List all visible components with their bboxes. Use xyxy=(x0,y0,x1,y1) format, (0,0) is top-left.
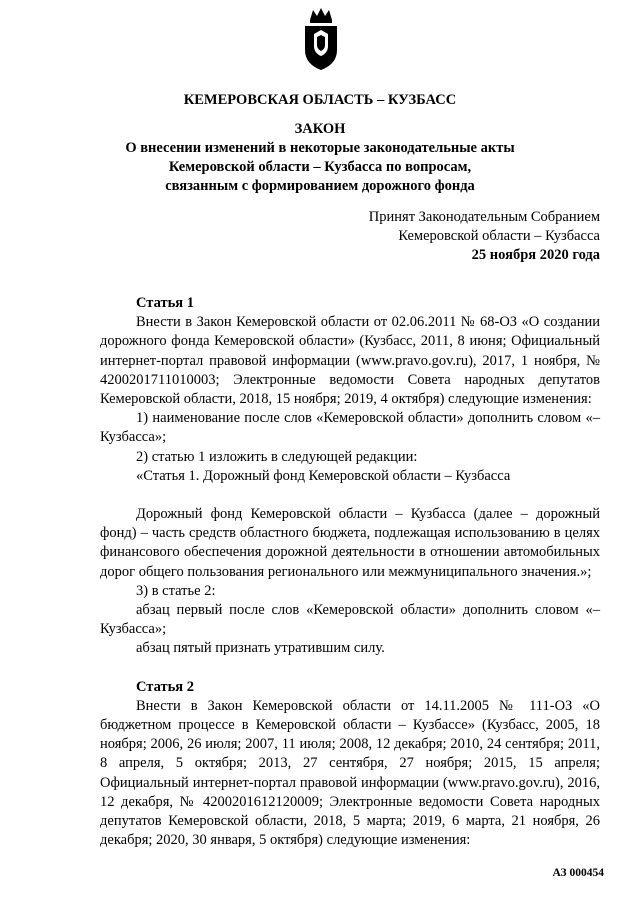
article-2-heading: Статья 2 xyxy=(136,678,194,695)
adoption-line: Принят Законодательным Собранием xyxy=(368,209,600,225)
article-1-paragraph: 2) статью 1 изложить в следующей редакции: xyxy=(136,448,418,465)
law-title-line: Кемеровской области – Кузбасса по вопросам, xyxy=(168,159,472,175)
document-body xyxy=(100,294,600,850)
article-1-paragraph: Дорожный фонд Кемеровской области – Кузбасса (далее – дорожный фонд) – часть средств областного бюджета, подлежащая использованию в целях финансового обеспечения дорожной деятельности в отношении автомобильных дорог общего пользования регионального или межмуниципального значения.»; xyxy=(100,506,600,580)
law-title xyxy=(0,139,640,196)
article-1-paragraph: Внести в Закон Кемеровской области от 02.06.2011 № 68-ОЗ «О создании дорожного фонда Кемеровской области» (Кузбасс, 2011, 8 июня; Официальный интернет-портал правовой информации (www.pravo.gov.ru), 2017, 1 ноября, № 4200201711010003; Электронные ведомости Совета народных депутатов Кемеровской области, 2018, 15 ноября; 2019, 4 октября) следующие изменения: xyxy=(100,314,600,408)
kuzbass-coat-of-arms-icon xyxy=(301,6,341,72)
law-title-line: О внесении изменений в некоторые законодательные акты xyxy=(125,140,515,156)
article-1-paragraph: абзац пятый признать утратившим силу. xyxy=(136,640,385,657)
adoption-date: 25 ноября 2020 года xyxy=(471,247,600,263)
adoption-line: Кемеровской области – Кузбасса xyxy=(398,228,600,244)
adoption-block xyxy=(369,208,600,265)
article-1-paragraph: 1) наименование после слов «Кемеровской области» дополнить словом «– Кузбасса»; xyxy=(100,410,600,446)
law-label: ЗАКОН xyxy=(294,121,346,137)
article-1-paragraph: «Статья 1. Дорожный фонд Кемеровской области – Кузбасса xyxy=(136,467,511,484)
region-name: КЕМЕРОВСКАЯ ОБЛАСТЬ – КУЗБАСС xyxy=(183,92,457,108)
article-1-paragraph: 3) в статье 2: xyxy=(136,582,216,599)
article-2-paragraph: Внести в Закон Кемеровской области от 14.11.2005 № 111-ОЗ «О бюджетном процессе в Кемеровской области – Кузбассе» (Кузбасс, 2005, 18 ноября; 2006, 26 июля; 2007, 11 июля; 2008, 12 декабря; 2010, 24 сентября; 2011, 8 апреля, 5 октября; 2013, 27 сентября, 27 ноября; 2015, 15 апреля; Официальный интернет-портал правовой информации (www.pravo.gov.ru), 2016, 12 декабря, № 4200201612120009; Электронные ведомости Совета народных депутатов Кемеровской области, 2018, 5 марта; 2019, 6 марта, 21 ноября, 26 декабря; 2020, 30 января, 5 октября) следующие изменения: xyxy=(100,697,600,849)
law-title-line: связанным с формированием дорожного фонда xyxy=(165,178,475,194)
article-1-paragraph: абзац первый после слов «Кемеровской области» дополнить словом «– Кузбасса»; xyxy=(100,602,600,638)
article-1-heading: Статья 1 xyxy=(136,295,194,311)
serial-number: АЗ 000454 xyxy=(552,867,604,879)
